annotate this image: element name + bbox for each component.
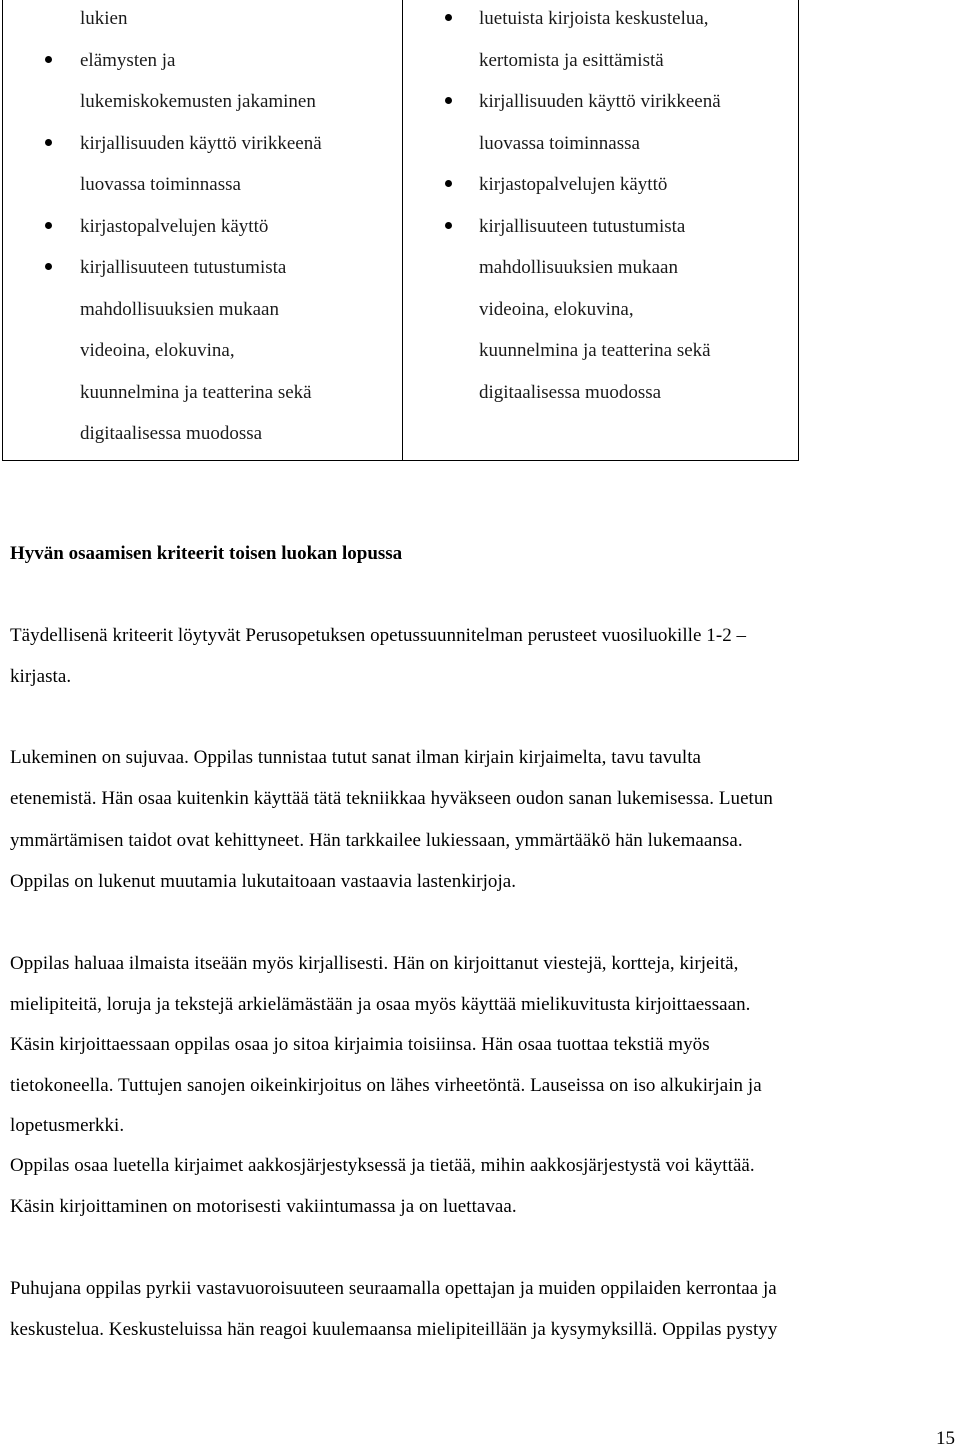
right-cell-line: luovassa toiminnassa: [479, 132, 640, 154]
paragraph-line: etenemistä. Hän osaa kuitenkin käyttää tätä tekniikkaa hyväkseen oudon sanan lukemisessa. Luetun: [10, 788, 773, 809]
bullet-icon: [45, 263, 52, 270]
paragraph-line: Täydellisenä kriteerit löytyvät Perusopetuksen opetussuunnitelman perusteet vuosiluokille 1-2 –: [10, 625, 747, 646]
paragraph-line: tietokoneella. Tuttujen sanojen oikeinkirjoitus on lähes virheetöntä. Lauseissa on iso alkukirjain ja: [10, 1075, 762, 1096]
bullet-icon: [45, 56, 52, 63]
left-cell-line: videoina, elokuvina,: [80, 340, 235, 361]
right-cell-line: kirjastopalvelujen käyttö: [479, 174, 668, 195]
bullet-icon: [45, 139, 52, 146]
left-cell-line: digitaalisessa muodossa: [80, 423, 263, 444]
paragraph-line: ymmärtämisen taidot ovat kehittyneet. Hän tarkkailee lukiessaan, ymmärtääkö hän lukemaansa.: [10, 830, 743, 851]
paragraph-line: Oppilas osaa luetella kirjaimet aakkosjärjestyksessä ja tietää, mihin aakkosjärjestystä voi käyttää.: [10, 1155, 755, 1176]
right-cell-line: digitaalisessa muodossa: [479, 381, 662, 403]
paragraph-line: Lukeminen on sujuvaa. Oppilas tunnistaa tutut sanat ilman kirjain kirjaimelta, tavu tavulta: [10, 747, 702, 768]
bullet-icon: [445, 180, 452, 187]
table-column-divider: [402, 0, 403, 460]
left-cell-line: luovassa toiminnassa: [80, 174, 241, 195]
right-cell-line: kirjallisuuteen tutustumista: [479, 215, 686, 237]
right-cell-line: kuunnelmina ja teatterina sekä: [479, 340, 711, 361]
paragraph-line: keskustelua. Keskusteluissa hän reagoi kuulemaansa mielipiteillään ja kysymyksillä. Oppilas pystyy: [10, 1319, 778, 1340]
bullet-icon: [445, 97, 452, 104]
bullet-icon: [445, 14, 452, 21]
left-cell-line: lukien: [80, 8, 128, 29]
bullet-icon: [45, 222, 52, 229]
paragraph-line: Puhujana oppilas pyrkii vastavuoroisuuteen seuraamalla opettajan ja muiden oppilaiden kerrontaa ja: [10, 1278, 777, 1299]
page-number: 15: [936, 1428, 955, 1449]
paragraph-line: mielipiteitä, loruja ja tekstejä arkielämästään ja osaa myös käyttää mielikuvitusta kirjoittaessaan.: [10, 994, 751, 1015]
right-cell-line: kirjallisuuden käyttö virikkeenä: [479, 91, 721, 112]
bullet-icon: [445, 222, 452, 229]
left-cell-line: kirjastopalvelujen käyttö: [80, 215, 269, 237]
right-cell-line: videoina, elokuvina,: [479, 298, 634, 320]
paragraph-line: lopetusmerkki.: [10, 1115, 125, 1136]
right-cell-line: luetuista kirjoista keskustelua,: [479, 8, 709, 29]
left-cell-line: kuunnelmina ja teatterina sekä: [80, 381, 312, 403]
paragraph-line: Oppilas on lukenut muutamia lukutaitoaan vastaavia lastenkirjoja.: [10, 871, 517, 892]
left-cell-line: elämysten ja: [80, 49, 176, 71]
paragraph-line: Käsin kirjoittaessaan oppilas osaa jo sitoa kirjaimia toisiinsa. Hän osaa tuottaa tekstiä myös: [10, 1034, 710, 1055]
left-cell-line: mahdollisuuksien mukaan: [80, 298, 279, 320]
section-heading: Hyvän osaamisen kriteerit toisen luokan lopussa: [10, 543, 403, 564]
right-cell-line: kertomista ja esittämistä: [479, 49, 664, 71]
right-cell-line: mahdollisuuksien mukaan: [479, 257, 678, 278]
paragraph-line: Oppilas haluaa ilmaista itseään myös kirjallisesti. Hän on kirjoittanut viestejä, kortteja, kirjeitä,: [10, 953, 739, 974]
paragraph-line: Käsin kirjoittaminen on motorisesti vakiintumassa ja on luettavaa.: [10, 1196, 517, 1217]
left-cell-line: lukemiskokemusten jakaminen: [80, 91, 316, 112]
left-cell-line: kirjallisuuteen tutustumista: [80, 257, 287, 278]
left-cell-line: kirjallisuuden käyttö virikkeenä: [80, 132, 322, 154]
paragraph-line: kirjasta.: [10, 666, 72, 687]
